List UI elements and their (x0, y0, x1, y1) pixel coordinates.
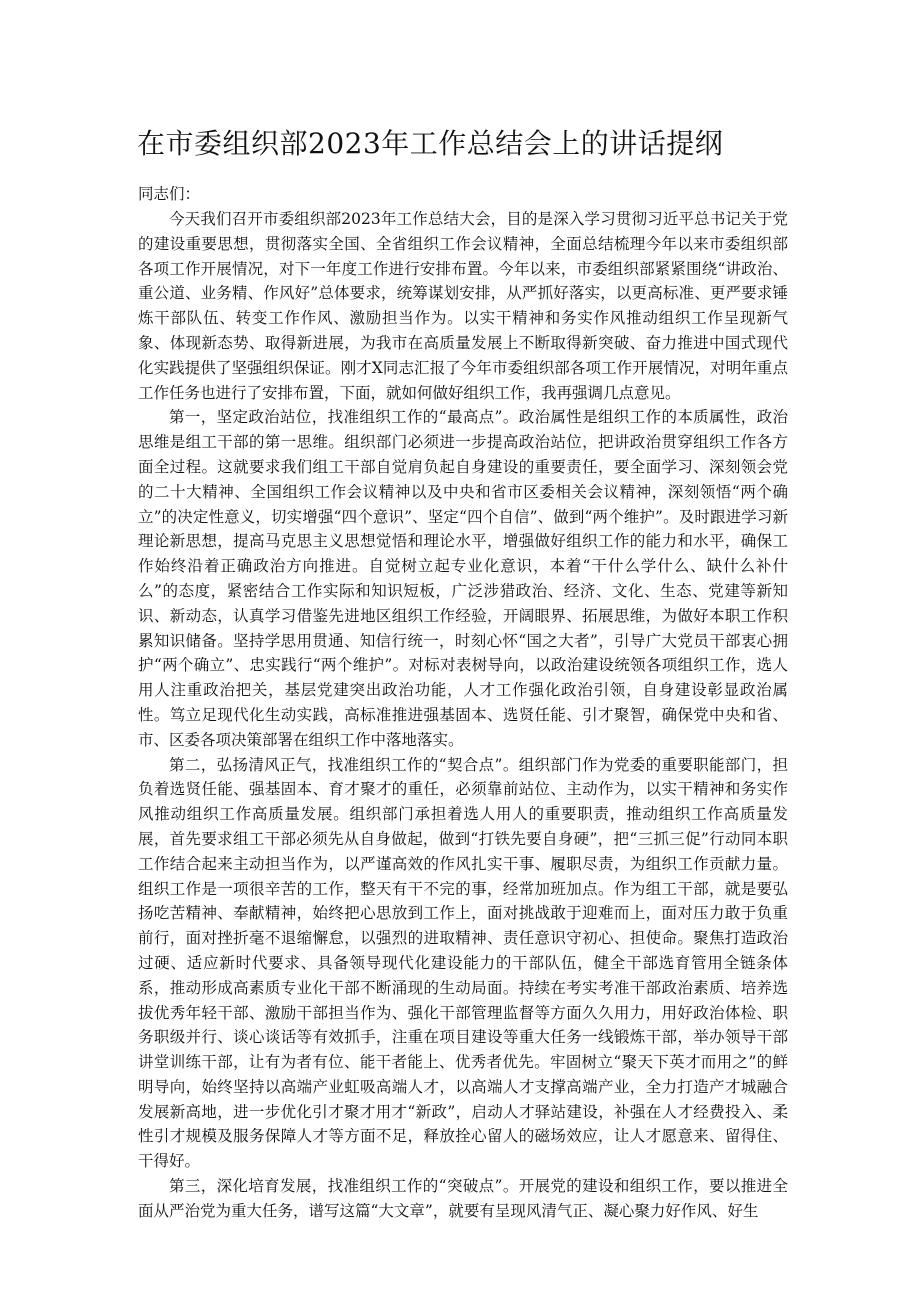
document-title: 在市委组织部2023年工作总结会上的讲话提纲 (137, 127, 724, 160)
document-body (138, 207, 788, 1224)
paragraph-point-one: 第一，坚定政治站位，找准组织工作的“最高点”。政治属性是组织工作的本质属性，政治思维是组工干部的第一思维。组织部门必须进一步提高政治站位，把讲政治贯穿组织工作各方面全过程。这就要求我们组工干部自觉肩负起自身建设的重要责任，要全面学习、深刻领会党的二十大精神、全国组织工作会议精神以及中央和省市区委相关会议精神，深刻领悟“两个确立”的决定性意义，切实增强“四个意识”、坚定“四个自信”、做到“两个维护”。及时跟进学习新理论新思想，提高马克思主义思想觉悟和理论水平，增强做好组织工作的能力和水平，确保工作始终沿着正确政治方向推进。自觉树立起专业化意识，本着“干什么学什么、缺什么补什么”的态度，紧密结合工作实际和知识短板，广泛涉猎政治、经济、文化、生态、党建等新知识、新动态，认真学习借鉴先进地区组织工作经验，开阔眼界、拓展思维，为做好本职工作积累知识储备。坚持学思用贯通、知信行统一，时刻心怀“国之大者”，引导广大党员干部衷心拥护“两个确立”、忠实践行“两个维护”。对标对表树导向，以政治建设统领各项组织工作，选人用人注重政治把关，基层党建突出政治功能，人才工作强化政治引领，自身建设彰显政治属性。笃立足现代化生动实践，高标准推进强基固本、选贤任能、引才聚智，确保党中央和省、市、区委各项决策部署在组织工作中落地落实。 (138, 408, 788, 749)
salutation: 同志们： (138, 185, 201, 203)
paragraph-point-three: 第三，深化培育发展，找准组织工作的“突破点”。开展党的建设和组织工作，要以推进全面从严治党为重大任务，谱写这篇“大文章”，就要有呈现风清气正、凝心聚力好作风、好生 (138, 1177, 788, 1220)
paragraph-intro: 今天我们召开市委组织部2023年工作总结大会，目的是深入学习贯彻习近平总书记关于党的建设重要思想，贯彻落实全国、全省组织工作会议精神，全面总结梳理今年以来市委组织部各项工作开展情况，对下一年度工作进行安排布置。今年以来，市委组织部紧紧围绕“讲政治、重公道、业务精、作风好”总体要求，统筹谋划安排，从严抓好落实，以更高标准、更严要求锤炼干部队伍、转变工作作风、激励担当作为。以实干精神和务实作风推动组织工作呈现新气象、体现新态势、取得新进展，为我市在高质量发展上不断取得新突破、奋力推进中国式现代化实践提供了坚强组织保证。刚才X同志汇报了今年市委组织部各项工作开展情况，对明年重点工作任务也进行了安排布置，下面，就如何做好组织工作，我再强调几点意见。 (138, 210, 788, 402)
paragraph-point-two: 第二，弘扬清风正气，找准组织工作的“契合点”。组织部门作为党委的重要职能部门，担负着选贤任能、强基固本、育才聚才的重任，必须靠前站位、主动作为，以实干精神和务实作风推动组织工作高质量发展。组织部门承担着选人用人的重要职责，推动组织工作高质量发展，首先要求组工干部必须先从自身做起，做到“打铁先要自身硬”，把“三抓三促”行动同本职工作结合起来主动担当作为，以严谨高效的作风扎实干事、履职尽责，为组织工作贡献力量。组织工作是一项很辛苦的工作，整天有干不完的事，经常加班加点。作为组工干部，就是要弘扬吃苦精神、奉献精神，始终把心思放到工作上，面对挑战敢于迎难而上，面对压力敢于负重前行，面对挫折毫不退缩懈怠，以强烈的进取精神、责任意识守初心、担使命。聚焦打造政治过硬、适应新时代要求、具备领导现代化建设能力的干部队伍，健全干部选育管用全链条体系，推动形成高素质专业化干部不断涌现的生动局面。持续在考实考准干部政治素质、培养选拔优秀年轻干部、激励干部担当作为、强化干部管理监督等方面久久用力，用好政治体检、职务职级并行、谈心谈话等有效抓手，注重在项目建设等重大任务一线锻炼干部，举办领导干部讲堂训练干部，让有为者有位、能干者能上、优秀者优先。牢固树立“聚天下英才而用之”的鲜明导向，始终坚持以高端产业虹吸高端人才，以高端人才支撑高端产业，全力打造产才城融合发展新高地，进一步优化引才聚才用才“新政”，启动人才驿站建设，补强在人才经费投入、柔性引才规模及服务保障人才等方面不足，释放拴心留人的磁场效应，让人才愿意来、留得住、干得好。 (138, 755, 788, 1171)
